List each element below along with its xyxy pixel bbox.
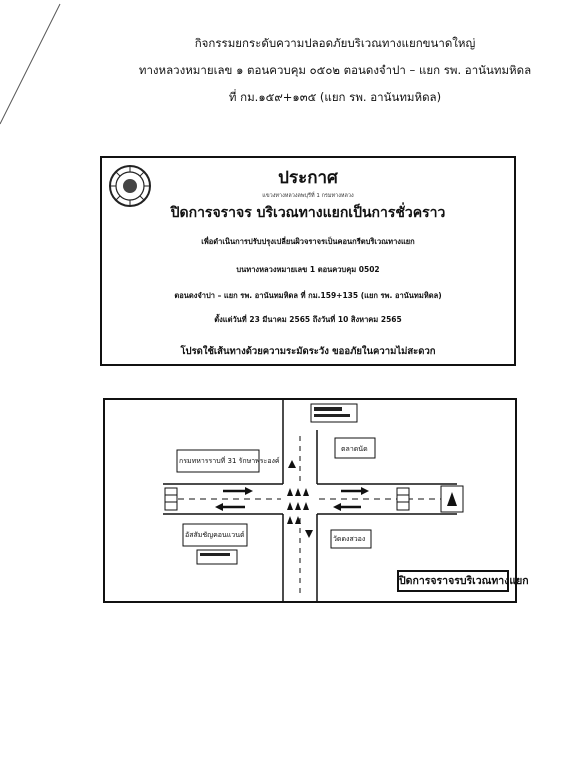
apology-text: โปรดใช้เส้นทางด้วยความระมัดระวัง ขออภัยในความไม่สะดวก	[180, 346, 436, 357]
announcement-title: ประกาศ	[278, 168, 338, 188]
header-line-1: กิจกรรมยกระดับความปลอดภัยบริเวณทางแยกขนาดใหญ่	[194, 36, 476, 50]
agency-name: แขวงทางหลวงลพบุรีที่ 1 กรมทางหลวง	[262, 193, 354, 199]
announcement-box	[100, 156, 516, 366]
section-text: ตอนดงจำปา – แยก รพ. อานันทมหิดล ที่ กม.159+135 (แยก รพ. อานันทมหิดล)	[174, 291, 442, 300]
school-label: อัสสัมชัญคอนแวนต์	[185, 531, 245, 539]
document-header	[130, 30, 540, 111]
market-label: ตลาดนัด	[341, 445, 368, 453]
header-line-2: ทางหลวงหมายเลข ๑ ตอนควบคุม ๐๕๐๒ ตอนดงจำปา – แยก รพ. อานันทมหิดล	[138, 63, 532, 77]
closure-headline: ปิดการจราจร บริเวณทางแยกเป็นการชั่วคราว	[170, 205, 446, 221]
date-range-text: ตั้งแต่วันที่ 23 มีนาคม 2565 ถึงวันที่ 10 สิงหาคม 2565	[214, 315, 402, 324]
military-unit-label: กรมทหารราบที่ 31 รักษาพระองค์	[179, 457, 280, 465]
closure-area-label: ปิดการจราจรบริเวณทางแยก	[397, 570, 509, 592]
purpose-text: เพื่อดำเนินการปรับปรุงเปลี่ยนผิวจราจรเป็นคอนกรีตบริเวณทางแยก	[201, 237, 415, 246]
highway-text: บนทางหลวงหมายเลข 1 ตอนควบคุม 0502	[236, 265, 380, 274]
header-line-3: ที่ กม.๑๕๙+๑๓๕ (แยก รพ. อานันทมหิดล)	[228, 90, 442, 104]
intersection-map	[103, 398, 529, 603]
temple-label: วัดดงสวอง	[333, 535, 366, 543]
